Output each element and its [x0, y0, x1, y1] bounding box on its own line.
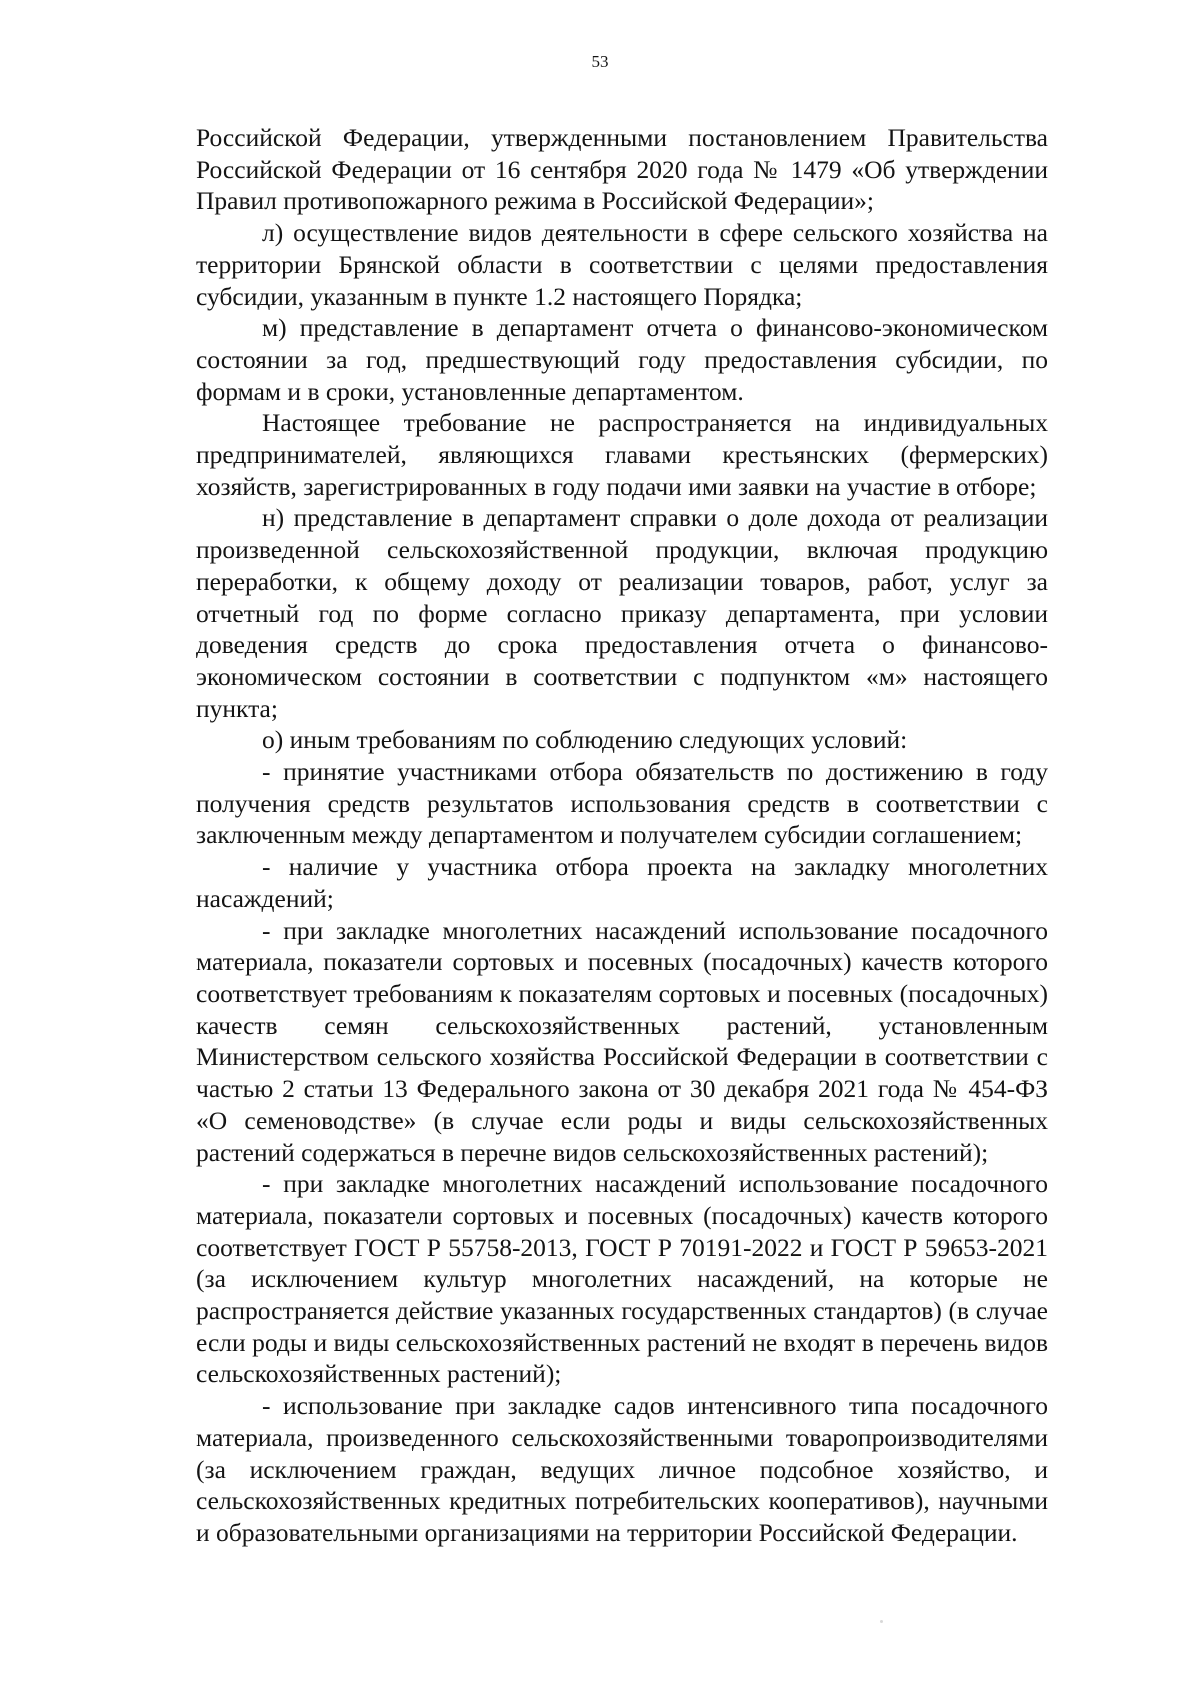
paragraph-item-m: м) представление в департамент отчета о финансово-экономическом состоянии за год, предшествующий году предоставления субсидии, по формам и в сроки, установленные департаментом.: [196, 313, 1048, 406]
paragraph-condition-obligations: - принятие участниками отбора обязательств по достижению в году получения средств результатов использования средств в соответствии с заключенным между департаментом и получателем субсидии соглашением;: [196, 757, 1048, 850]
paragraph-continuation: Российской Федерации, утвержденными постановлением Правительства Российской Федерации от 16 сентября 2020 года № 1479 «Об утверждении Правил противопожарного режима в Российской Федерации»;: [196, 123, 1048, 216]
paragraph-condition-seed-quality: - при закладке многолетних насаждений использование посадочного материала, показатели сортовых и посевных (посадочных) качеств которого соответствует требованиям к показателям сортовых и посевных (посадочных) качеств семян сельскохозяйственных растений, установленным Министерством сельского хозяйства Российской Федерации в соответствии с частью 2 статьи 13 Федерального закона от 30 декабря 2021 года № 454-ФЗ «О семеноводстве» (в случае если роды и виды сельскохозяйственных растений содержаться в перечне видов сельскохозяйственных растений);: [196, 915, 1048, 1167]
paragraph-condition-project: - наличие у участника отбора проекта на закладку многолетних насаждений;: [196, 852, 1048, 913]
page-number: 53: [591, 52, 609, 71]
document-body: [196, 122, 1048, 1549]
scan-speck: [880, 1620, 883, 1623]
paragraph-item-o: о) иным требованиям по соблюдению следующих условий:: [262, 725, 908, 755]
paragraph-item-n: н) представление в департамент справки о доле дохода от реализации произведенной сельскохозяйственной продукции, включая продукцию переработки, к общему доходу от реализации товаров, работ, услуг за отчетный год по форме согласно приказу департамента, при условии доведения средств до срока предоставления отчета о финансово-экономическом состоянии в соответствии с подпунктом «м» настоящего пункта;: [196, 503, 1048, 723]
paragraph-condition-gost: - при закладке многолетних насаждений использование посадочного материала, показатели сортовых и посевных (посадочных) качеств которого соответствует ГОСТ Р 55758-2013, ГОСТ Р 70191-2022 и ГОСТ Р 59653-2021 (за исключением культур многолетних насаждений, на которые не распространяется действие указанных государственных стандартов) (в случае если роды и виды сельскохозяйственных растений не входят в перечень видов сельскохозяйственных растений);: [196, 1169, 1048, 1389]
paragraph-item-l: л) осуществление видов деятельности в сфере сельского хозяйства на территории Брянской области в соответствии с целями предоставления субсидии, указанным в пункте 1.2 настоящего Порядка;: [196, 218, 1048, 311]
paragraph-requirement-note: Настоящее требование не распространяется на индивидуальных предпринимателей, являющихся главами крестьянских (фермерских) хозяйств, зарегистрированных в году подачи ими заявки на участие в отборе;: [196, 408, 1048, 501]
paragraph-condition-intensive-orchards: - использование при закладке садов интенсивного типа посадочного материала, произведенного сельскохозяйственными товаропроизводителями (за исключением граждан, ведущих личное подсобное хозяйство, и сельскохозяйственных кредитных потребительских кооперативов), научными и образовательными организациями на территории Российской Федерации.: [196, 1391, 1048, 1547]
